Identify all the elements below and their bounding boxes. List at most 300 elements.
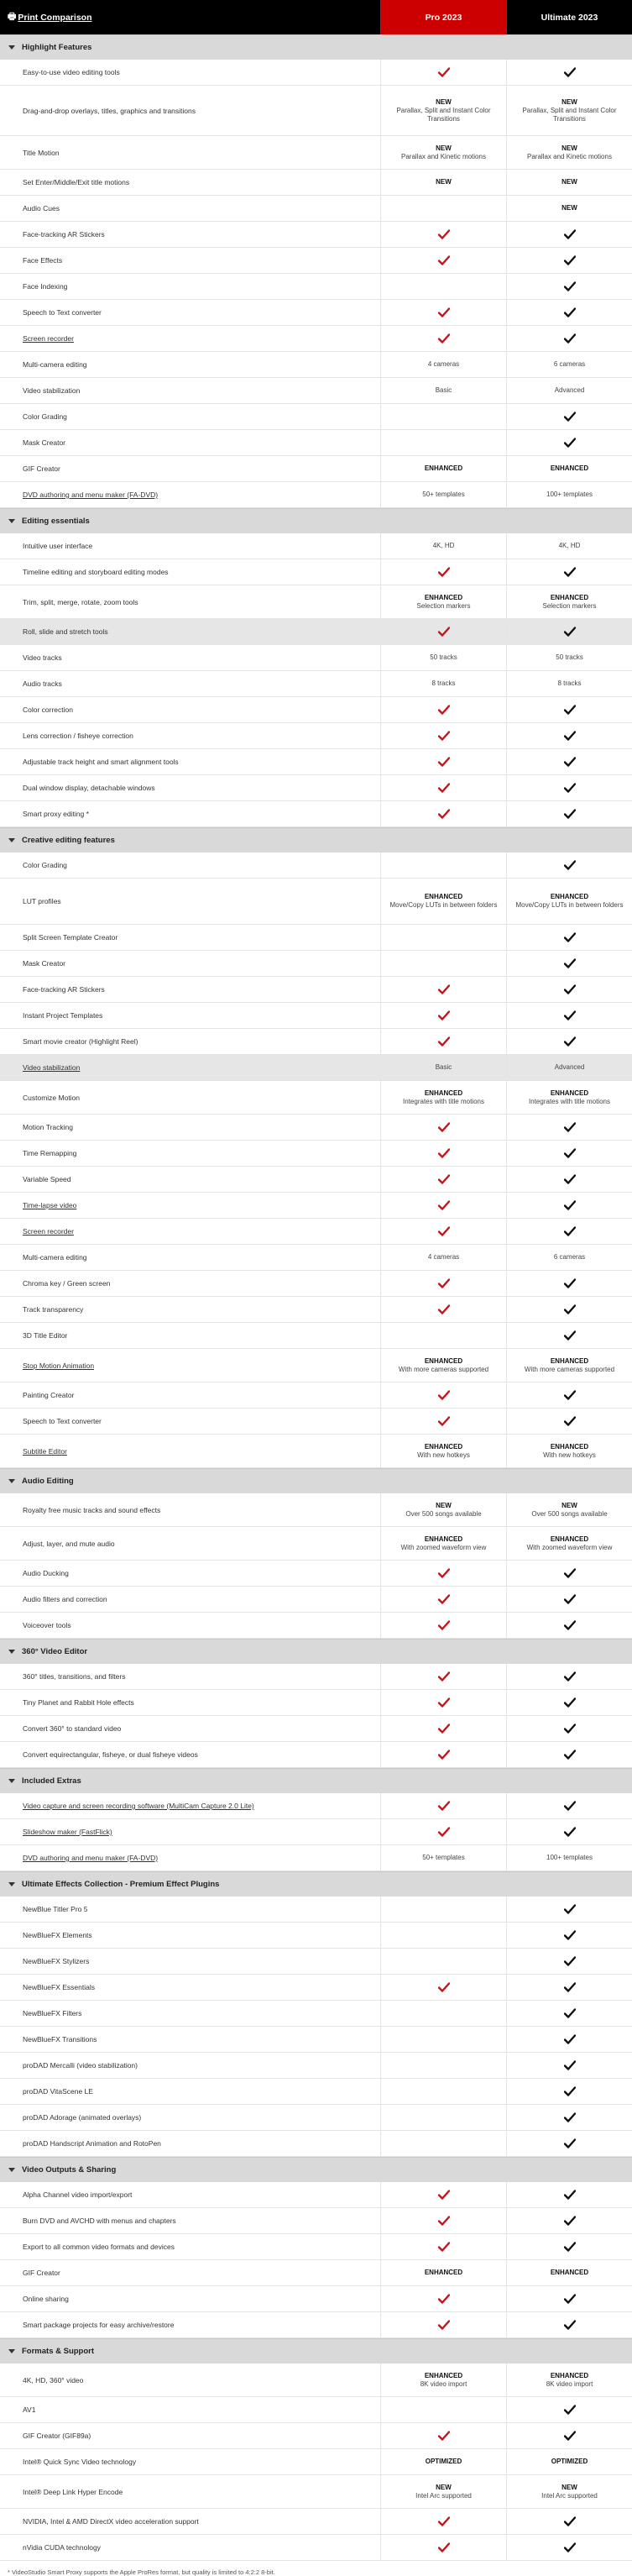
table-row — [0, 430, 632, 456]
cell-ultimate — [506, 1193, 632, 1218]
table-row — [0, 853, 632, 879]
cell-ultimate — [506, 274, 632, 299]
table-row — [0, 1949, 632, 1975]
cell-ultimate — [506, 1055, 632, 1080]
feature-label: Smart package projects for easy archive/restore — [23, 2321, 175, 2329]
cell-pro — [380, 1613, 506, 1638]
checkmark-icon — [438, 1568, 450, 1578]
cell-ultimate — [506, 300, 632, 325]
cell-pro — [380, 801, 506, 826]
feature-link[interactable]: Screen recorder — [23, 334, 74, 343]
cell-ultimate — [506, 1115, 632, 1140]
feature-label: Online sharing — [23, 2295, 69, 2303]
table-row — [0, 1349, 632, 1382]
table-row — [0, 352, 632, 378]
cell-ultimate — [506, 86, 632, 135]
cell-pro — [380, 1664, 506, 1689]
checkmark-icon — [438, 1200, 450, 1210]
checkmark-icon — [564, 705, 576, 715]
badge-label: NEW — [561, 178, 577, 186]
checkmark-icon — [564, 1278, 576, 1288]
feature-link[interactable]: Screen recorder — [23, 1227, 74, 1236]
feature-label: Face Indexing — [23, 282, 68, 291]
feature-name — [0, 1029, 380, 1054]
table-row — [0, 1055, 632, 1081]
feature-name — [0, 1716, 380, 1741]
checkmark-icon — [438, 1390, 450, 1400]
cell-pro — [380, 2475, 506, 2508]
feature-label: Voiceover tools — [23, 1621, 71, 1629]
checkmark-icon — [438, 1416, 450, 1426]
print-comparison-link[interactable] — [0, 0, 380, 34]
checkmark-icon — [438, 333, 450, 344]
cell-pro — [380, 2535, 506, 2560]
section-header[interactable] — [0, 2157, 632, 2182]
feature-label: Color Grading — [23, 412, 67, 421]
checkmark-icon — [564, 1930, 576, 1940]
collapse-arrow-icon — [8, 1650, 15, 1654]
cell-ultimate — [506, 170, 632, 195]
cell-detail: Move/Copy LUTs in between folders — [389, 901, 498, 909]
feature-name — [0, 2286, 380, 2311]
cell-ultimate — [506, 1382, 632, 1408]
feature-label: Mask Creator — [23, 959, 66, 968]
feature-label: Color Grading — [23, 861, 67, 869]
feature-label: proDAD Handscript Animation and RotoPen — [23, 2139, 161, 2148]
checkmark-icon — [438, 2242, 450, 2252]
feature-name — [0, 2509, 380, 2534]
checkmark-icon — [438, 255, 450, 265]
feature-name — [0, 1975, 380, 2000]
feature-label: proDAD VitaScene LE — [23, 2087, 93, 2096]
cell-detail: Parallax and Kinetic motions — [527, 152, 612, 160]
feature-name — [0, 2079, 380, 2104]
feature-name[interactable] — [0, 1193, 380, 1218]
checkmark-icon — [564, 1200, 576, 1210]
badge-label: ENHANCED — [550, 1089, 589, 1097]
feature-name — [0, 1664, 380, 1689]
section-header[interactable] — [0, 1871, 632, 1897]
feature-name[interactable] — [0, 1435, 380, 1467]
cell-ultimate — [506, 1587, 632, 1612]
table-row — [0, 1382, 632, 1409]
feature-label: NewBlueFX Transitions — [23, 2035, 97, 2043]
checkmark-icon — [564, 2405, 576, 2415]
feature-label: 3D Title Editor — [23, 1331, 68, 1340]
feature-label: proDAD Mercalli (video stabilization) — [23, 2061, 138, 2070]
feature-link[interactable]: Slideshow maker (FastFlick) — [23, 1828, 112, 1836]
cell-ultimate — [506, 1141, 632, 1166]
badge-label: ENHANCED — [424, 464, 463, 472]
feature-label: proDAD Adorage (animated overlays) — [23, 2113, 142, 2122]
cell-pro — [380, 2182, 506, 2207]
cell-ultimate — [506, 1949, 632, 1974]
table-row — [0, 2079, 632, 2105]
cell-detail: With new hotkeys — [417, 1451, 470, 1459]
feature-label: Royalty free music tracks and sound effects — [23, 1505, 161, 1514]
feature-name — [0, 1297, 380, 1322]
checkmark-icon — [438, 1620, 450, 1630]
feature-label: Video tracks — [23, 653, 62, 662]
checkmark-icon — [438, 2431, 450, 2441]
cell-ultimate — [506, 1527, 632, 1560]
checkmark-icon — [564, 2431, 576, 2441]
cell-ultimate — [506, 1845, 632, 1870]
checkmark-icon — [564, 333, 576, 344]
feature-label: Face Effects — [23, 256, 63, 265]
table-row — [0, 222, 632, 248]
column-header-ultimate: Ultimate 2023 — [506, 0, 632, 34]
feature-name — [0, 1141, 380, 1166]
checkmark-icon — [564, 1671, 576, 1681]
cell-pro — [380, 222, 506, 247]
table-row — [0, 404, 632, 430]
checkmark-icon — [438, 229, 450, 239]
checkmark-icon — [564, 1594, 576, 1604]
table-row — [0, 775, 632, 801]
feature-name — [0, 2397, 380, 2422]
cell-ultimate — [506, 1409, 632, 1434]
feature-label: Export to all common video formats and devices — [23, 2243, 175, 2251]
feature-name[interactable] — [0, 1845, 380, 1870]
cell-pro — [380, 925, 506, 950]
feature-name[interactable] — [0, 1819, 380, 1844]
feature-name — [0, 136, 380, 169]
section-header[interactable] — [0, 508, 632, 533]
cell-detail: 50 tracks — [556, 653, 583, 661]
feature-name — [0, 248, 380, 273]
section-title: Included Extras — [22, 1776, 81, 1786]
feature-label: Alpha Channel video import/export — [23, 2190, 133, 2199]
checkmark-icon — [564, 1620, 576, 1630]
cell-ultimate — [506, 2397, 632, 2422]
checkmark-icon — [564, 2086, 576, 2096]
checkmark-icon — [564, 1416, 576, 1426]
table-row — [0, 1219, 632, 1245]
badge-label: ENHANCED — [424, 1442, 463, 1451]
cell-ultimate — [506, 533, 632, 559]
feature-name — [0, 1003, 380, 1028]
feature-label: 360° titles, transitions, and filters — [23, 1672, 126, 1681]
table-row — [0, 1613, 632, 1639]
feature-label: LUT profiles — [23, 897, 61, 905]
checkmark-icon — [438, 307, 450, 317]
cell-ultimate — [506, 1742, 632, 1767]
cell-detail: 6 cameras — [553, 360, 586, 368]
cell-ultimate — [506, 585, 632, 618]
cell-detail: 50 tracks — [430, 653, 457, 661]
feature-name[interactable] — [0, 1055, 380, 1080]
feature-name[interactable] — [0, 482, 380, 507]
table-row — [0, 2423, 632, 2449]
feature-label: Split Screen Template Creator — [23, 933, 118, 942]
feature-label: Convert 360° to standard video — [23, 1724, 122, 1733]
feature-name — [0, 1493, 380, 1526]
checkmark-icon — [564, 1226, 576, 1236]
cell-detail: Selection markers — [416, 601, 471, 610]
cell-pro — [380, 749, 506, 774]
table-row — [0, 1115, 632, 1141]
badge-label: NEW — [561, 1501, 577, 1509]
cell-ultimate — [506, 671, 632, 696]
badge-label: OPTIMIZED — [551, 2458, 588, 2465]
checkmark-icon — [438, 705, 450, 715]
table-row — [0, 585, 632, 619]
cell-pro — [380, 2397, 506, 2422]
cell-pro — [380, 697, 506, 722]
feature-name — [0, 1115, 380, 1140]
checkmark-icon — [564, 1010, 576, 1020]
cell-pro — [380, 619, 506, 644]
checkmark-icon — [564, 2294, 576, 2304]
section-title: Audio Editing — [22, 1477, 74, 1486]
table-row — [0, 671, 632, 697]
cell-detail: With more cameras supported — [524, 1365, 615, 1373]
feature-name — [0, 1527, 380, 1560]
cell-detail: With zoomed waveform view — [526, 1543, 613, 1551]
cell-detail: 4 cameras — [427, 1253, 460, 1261]
column-header-pro: Pro 2023 — [380, 0, 506, 34]
cell-ultimate — [506, 951, 632, 976]
table-row — [0, 2105, 632, 2131]
cell-ultimate — [506, 723, 632, 748]
cell-pro — [380, 585, 506, 618]
table-row — [0, 879, 632, 925]
feature-name[interactable] — [0, 1349, 380, 1382]
footnote: * VideoStudio Smart Proxy supports the Apple ProRes format, but quality is limited to 4:2:2 8-bit. — [8, 2568, 275, 2576]
feature-label: Painting Creator — [23, 1391, 75, 1399]
cell-ultimate — [506, 248, 632, 273]
section-header[interactable] — [0, 1468, 632, 1493]
feature-label: NewBlueFX Elements — [23, 1931, 92, 1939]
badge-label: OPTIMIZED — [425, 2458, 462, 2465]
section-header[interactable] — [0, 2338, 632, 2364]
feature-label: Timeline editing and storyboard editing modes — [23, 568, 169, 576]
cell-pro — [380, 1219, 506, 1244]
cell-pro — [380, 1003, 506, 1028]
feature-name — [0, 925, 380, 950]
table-row — [0, 2234, 632, 2260]
cell-detail: 100+ templates — [546, 491, 593, 498]
checkmark-icon — [564, 2242, 576, 2252]
checkmark-icon — [564, 1122, 576, 1132]
cell-pro — [380, 1819, 506, 1844]
cell-pro — [380, 378, 506, 403]
badge-label: ENHANCED — [424, 2269, 463, 2276]
cell-ultimate — [506, 853, 632, 878]
collapse-arrow-icon — [8, 2168, 15, 2172]
checkmark-icon — [564, 1982, 576, 1992]
badge-label: ENHANCED — [424, 1535, 463, 1543]
table-row — [0, 1245, 632, 1271]
cell-pro — [380, 1949, 506, 1974]
feature-link[interactable]: Subtitle Editor — [23, 1446, 67, 1456]
checkmark-icon — [438, 1982, 450, 1992]
table-row — [0, 248, 632, 274]
checkmark-icon — [564, 2034, 576, 2044]
cell-ultimate — [506, 2079, 632, 2104]
table-row — [0, 2509, 632, 2535]
section-title: Formats & Support — [22, 2347, 95, 2356]
feature-name — [0, 2449, 380, 2474]
section-header[interactable] — [0, 827, 632, 853]
checkmark-icon — [438, 1801, 450, 1811]
table-row — [0, 1003, 632, 1029]
cell-pro — [380, 775, 506, 800]
cell-pro — [380, 1435, 506, 1467]
feature-link[interactable]: Time-lapse video — [23, 1201, 77, 1209]
checkmark-icon — [438, 1827, 450, 1837]
section-header[interactable] — [0, 1639, 632, 1664]
checkmark-icon — [438, 1697, 450, 1708]
cell-ultimate — [506, 1664, 632, 1689]
cell-pro — [380, 951, 506, 976]
cell-pro — [380, 2423, 506, 2448]
feature-name[interactable] — [0, 1793, 380, 1818]
feature-link[interactable]: Video stabilization — [23, 1063, 81, 1072]
cell-detail: Move/Copy LUTs in between folders — [515, 901, 624, 909]
feature-name — [0, 723, 380, 748]
badge-label: ENHANCED — [550, 1442, 589, 1451]
table-row — [0, 60, 632, 86]
feature-name — [0, 585, 380, 618]
checkmark-icon — [564, 412, 576, 422]
feature-link[interactable]: DVD authoring and menu maker (FA-DVD) — [23, 1854, 159, 1862]
cell-pro — [380, 977, 506, 1002]
feature-name — [0, 2475, 380, 2508]
table-row — [0, 326, 632, 352]
feature-name — [0, 559, 380, 585]
cell-ultimate — [506, 925, 632, 950]
cell-detail: Integrates with title motions — [529, 1097, 610, 1105]
cell-detail: Integrates with title motions — [403, 1097, 484, 1105]
section-header[interactable] — [0, 34, 632, 60]
feature-name — [0, 300, 380, 325]
feature-label: Customize Motion — [23, 1093, 81, 1102]
checkmark-icon — [438, 984, 450, 994]
feature-name — [0, 951, 380, 976]
checkmark-icon — [564, 2138, 576, 2148]
checkmark-icon — [438, 1148, 450, 1158]
badge-label: NEW — [436, 97, 452, 106]
feature-name — [0, 378, 380, 403]
table-row — [0, 378, 632, 404]
feature-name — [0, 1561, 380, 1586]
cell-pro — [380, 853, 506, 878]
cell-ultimate — [506, 977, 632, 1002]
cell-pro — [380, 1245, 506, 1270]
badge-label: NEW — [561, 144, 577, 152]
cell-pro — [380, 1349, 506, 1382]
feature-name — [0, 2234, 380, 2259]
cell-detail: 4 cameras — [427, 360, 460, 368]
table-row — [0, 1819, 632, 1845]
checkmark-icon — [564, 860, 576, 870]
badge-label: ENHANCED — [424, 1089, 463, 1097]
cell-ultimate — [506, 801, 632, 826]
checkmark-icon — [564, 1723, 576, 1734]
table-row — [0, 300, 632, 326]
cell-ultimate — [506, 2423, 632, 2448]
cell-detail: Advanced — [554, 386, 585, 394]
cell-detail: Parallax and Kinetic motions — [401, 152, 486, 160]
cell-ultimate — [506, 1349, 632, 1382]
feature-name — [0, 671, 380, 696]
cell-pro — [380, 2001, 506, 2026]
cell-pro — [380, 1382, 506, 1408]
feature-label: Multi-camera editing — [23, 1253, 87, 1262]
cell-ultimate — [506, 1219, 632, 1244]
checkmark-icon — [564, 1568, 576, 1578]
checkmark-icon — [438, 2216, 450, 2226]
feature-link[interactable]: DVD authoring and menu maker (FA-DVD) — [23, 491, 159, 499]
cell-pro — [380, 1029, 506, 1054]
feature-link[interactable]: Stop Motion Animation — [23, 1361, 95, 1370]
cell-pro — [380, 1115, 506, 1140]
feature-link[interactable]: Video capture and screen recording software (MultiCam Capture 2.0 Lite) — [23, 1802, 254, 1810]
cell-ultimate — [506, 2208, 632, 2233]
feature-name — [0, 2001, 380, 2026]
feature-label: Time Remapping — [23, 1149, 77, 1157]
feature-name — [0, 1690, 380, 1715]
table-row — [0, 482, 632, 508]
table-row — [0, 1587, 632, 1613]
feature-label: Intel® Quick Sync Video technology — [23, 2458, 137, 2466]
checkmark-icon — [564, 1148, 576, 1158]
feature-name[interactable] — [0, 326, 380, 351]
checkmark-icon — [564, 1904, 576, 1914]
cell-detail: Basic — [435, 386, 452, 394]
checkmark-icon — [438, 2320, 450, 2330]
feature-name — [0, 2312, 380, 2337]
feature-name — [0, 60, 380, 85]
checkmark-icon — [438, 731, 450, 741]
feature-name[interactable] — [0, 1219, 380, 1244]
feature-name — [0, 2364, 380, 2396]
badge-label: NEW — [561, 2483, 577, 2491]
cell-ultimate — [506, 326, 632, 351]
section-header[interactable] — [0, 1768, 632, 1793]
feature-name — [0, 2131, 380, 2156]
table-row — [0, 1845, 632, 1871]
cell-ultimate — [506, 1975, 632, 2000]
table-row — [0, 170, 632, 196]
cell-pro — [380, 1527, 506, 1560]
collapse-arrow-icon — [8, 838, 15, 842]
cell-detail: 4K, HD — [558, 542, 581, 549]
feature-label: Title Motion — [23, 148, 60, 157]
collapse-arrow-icon — [8, 1882, 15, 1886]
checkmark-icon — [438, 1122, 450, 1132]
feature-label: Lens correction / fisheye correction — [23, 732, 133, 740]
table-row — [0, 274, 632, 300]
checkmark-icon — [564, 1036, 576, 1047]
table-row — [0, 723, 632, 749]
cell-ultimate — [506, 482, 632, 507]
feature-label: Audio tracks — [23, 679, 62, 688]
table-row — [0, 456, 632, 482]
feature-label: Trim, split, merge, rotate, zoom tools — [23, 597, 138, 606]
feature-label: Video stabilization — [23, 386, 81, 395]
cell-pro — [380, 2449, 506, 2474]
section-title: Video Outputs & Sharing — [22, 2165, 117, 2175]
feature-name — [0, 1382, 380, 1408]
cell-ultimate — [506, 559, 632, 585]
cell-pro — [380, 2079, 506, 2104]
cell-ultimate — [506, 1435, 632, 1467]
badge-label: ENHANCED — [550, 593, 589, 601]
cell-pro — [380, 1081, 506, 1114]
